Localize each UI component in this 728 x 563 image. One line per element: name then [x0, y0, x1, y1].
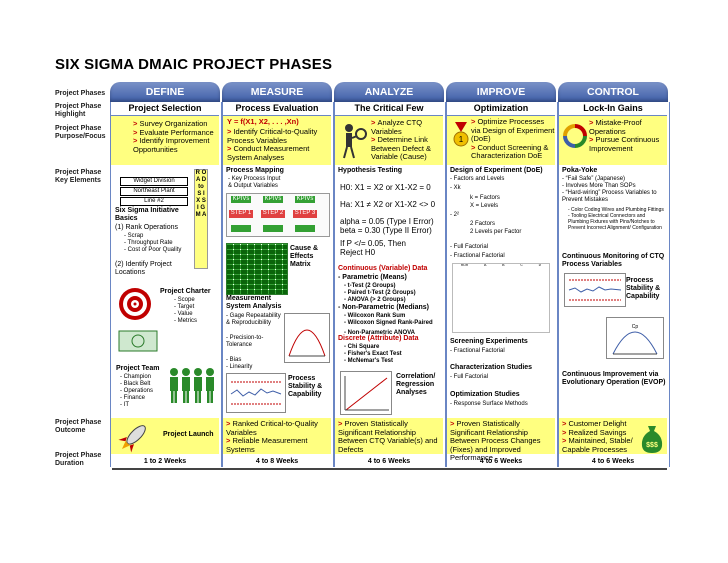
duration-arrow — [112, 468, 667, 470]
reject-rule: If P </= 0.05, Then Reject H0 — [340, 239, 406, 257]
identify-locations: (2) Identify Project Locations — [115, 261, 172, 276]
nonparametric-title: - Non-Parametric (Medians) — [338, 304, 430, 311]
characterization-item: - Full Factorial — [450, 374, 489, 380]
road-to-six-sigma — [194, 169, 208, 269]
row-label-outcome: Project Phase Outcome — [55, 419, 102, 434]
team-title: Project Team — [116, 365, 160, 372]
nonparametric-item: - Non-Parametric ANOVA — [344, 330, 416, 336]
purpose-improve — [447, 116, 555, 165]
target-icon — [118, 287, 152, 321]
outcome-control — [559, 418, 667, 454]
project-launch: Project Launch — [163, 431, 214, 438]
magnifier-person-icon — [339, 120, 369, 160]
poka-yoke-item: - “Hard-wiring” Process Variables to Prevent Mistakes — [562, 190, 657, 203]
svg-text:1: 1 — [458, 135, 464, 144]
mapping-item: & Output Variables — [228, 183, 278, 189]
kpiv-box: KPIVs — [232, 196, 250, 202]
phase-analyze: ANALYZE — [334, 82, 444, 102]
msa-title: Measurement System Analysis — [226, 295, 282, 310]
parametric-item: - t-Test (2 Groups) — [344, 283, 396, 289]
highlight-analyze: The Critical Few — [335, 102, 443, 116]
nonparametric-item: - Wilcoxon Signed Rank-Paired — [344, 320, 433, 326]
doe-table — [452, 263, 550, 333]
road-text: R O A D — [195, 170, 207, 183]
outcome-define — [111, 418, 219, 454]
cycle-arrows-icon — [563, 124, 587, 148]
team-people-icon — [168, 367, 216, 411]
charter-item: - Metrics — [174, 318, 197, 324]
doe-table-header-cell: Run — [460, 264, 469, 268]
doe-item: k = Factors — [470, 195, 500, 201]
mapping-item: - Key Process Input — [228, 176, 281, 182]
improve-key-elements — [448, 167, 554, 417]
row-label-purpose: Project Phase Purpose/Focus — [55, 125, 106, 140]
discrete-item: - Fisher's Exact Test — [344, 351, 402, 357]
poka-yoke-title: Poka-Yoke — [562, 167, 598, 174]
doe-table-header-cell: C — [520, 264, 523, 268]
msa-item: - Gage Repeatability & Reproducibility — [226, 313, 281, 326]
discrete-title: Discrete (Attribute) Data — [338, 335, 419, 342]
doe-table-header-cell: A — [483, 264, 487, 268]
purpose-define — [111, 116, 219, 165]
highlight-improve: Optimization — [447, 102, 555, 116]
outcome-item: > Realized Savings — [562, 427, 627, 437]
money-text: $$$ — [646, 442, 658, 449]
duration-define: 1 to 2 Weeks — [143, 458, 187, 465]
ci-title: Continuous Improvement via Evolutionary Operation (EVOP) — [562, 371, 666, 386]
duration-measure: 4 to 8 Weeks — [255, 458, 299, 465]
monitoring-title: Continuous Monitoring of CTQ Process Variables — [562, 253, 665, 268]
team-item: - Black Belt — [120, 381, 151, 387]
monitoring-control-chart — [564, 273, 626, 307]
rank-operations: (1) Rank Operations — [115, 224, 179, 231]
optimization-item: - Response Surface Methods — [450, 401, 528, 407]
phase-define: DEFINE — [110, 82, 220, 102]
medal-icon — [451, 122, 471, 152]
duration-analyze: 4 to 6 Weeks — [367, 458, 411, 465]
parametric-item: - ANOVA (> 2 Groups) — [344, 297, 406, 303]
outcome-item: > Customer Delight — [562, 419, 627, 428]
purpose-item: > Mistake-Proof Operations — [589, 118, 642, 136]
step-box: STEP 2 — [262, 210, 284, 216]
purpose-item: > Determine Link Between Defect & Variable (Cause) — [371, 135, 432, 161]
purpose-item: > Analyze CTQ Variables — [371, 118, 423, 136]
doe-item: - Full Factorial — [450, 244, 489, 250]
purpose-item: > Survey Organization — [133, 119, 208, 128]
outcome-item: > Ranked Critical-to-Quality Variables — [226, 419, 318, 437]
phase-control: CONTROL — [558, 82, 668, 102]
money-bill-icon — [118, 327, 158, 355]
purpose-item: > Conduct Measurement System Analyses — [227, 144, 310, 162]
doe-item: - 2² — [450, 212, 459, 218]
doe-item: 2 Levels per Factor — [470, 229, 522, 235]
measure-key-elements — [224, 167, 330, 417]
highlight-measure: Process Evaluation — [223, 102, 331, 116]
nonparametric-item: - Wilcoxon Rank Sum — [344, 313, 406, 319]
discrete-item: - McNemar's Test — [344, 358, 393, 364]
continuous-title: Continuous (Variable) Data — [338, 265, 428, 272]
parametric-title: - Parametric (Means) — [338, 274, 407, 281]
distribution-chart — [284, 313, 330, 363]
team-item: - Operations — [120, 388, 154, 394]
optimization-title: Optimization Studies — [450, 391, 520, 398]
phase-improve: IMPROVE — [446, 82, 556, 102]
characterization-title: Characterization Studies — [450, 364, 533, 371]
page-title: SIX SIGMA DMAIC PROJECT PHASES — [55, 56, 333, 73]
doe-title: Design of Experiment (DoE) — [450, 167, 543, 174]
msa-item: - Precision-to-Tolerance — [226, 335, 264, 348]
correlation-label: Correlation/ Regression Analyses — [396, 373, 436, 396]
purpose-item: > Identify Improvement Opportunities — [133, 136, 210, 154]
to-text: to — [198, 184, 204, 190]
analyze-key-elements — [336, 167, 442, 417]
capability-chart — [606, 317, 664, 359]
rank-item: - Throughput Rate — [124, 240, 173, 246]
hypothesis-title: Hypothesis Testing — [338, 167, 403, 174]
charter-item: - Scope — [174, 297, 195, 303]
row-label-duration: Project Phase Duration — [55, 452, 102, 467]
define-key-elements — [112, 167, 218, 417]
screening-title: Screening Experiments — [450, 338, 528, 345]
outcome-item: > Reliable Measurement Systems — [226, 436, 308, 454]
beta-text: beta = 0.30 (Type II Error) — [340, 226, 432, 235]
rank-item: - Scrap — [124, 233, 144, 239]
screening-item: - Fractional Factorial — [450, 348, 505, 354]
purpose-item: > Conduct Screening & Characterization DoE — [471, 142, 549, 160]
cp-label: Cp — [631, 324, 639, 330]
outcome-item: > Proven Statistically Significant Relationship Between Process Changes (Fixes) and Improved Performance — [450, 419, 541, 462]
alpha-text: alpha = 0.05 (Type I Error) — [340, 217, 434, 226]
sigma-text: S I X S I G M A — [195, 191, 207, 218]
kpov-box — [263, 225, 283, 232]
rocket-icon — [117, 420, 151, 454]
discrete-item: - Chi Square — [344, 344, 380, 350]
kpiv-box: KPIVs — [296, 196, 314, 202]
h0-text: H0: X1 = X2 or X1-X2 = 0 — [340, 183, 431, 192]
outcome-measure — [223, 418, 331, 454]
row-label-key: Project Phase Key Elements — [55, 169, 102, 184]
highlight-control: Lock-In Gains — [559, 102, 667, 116]
rank-item: - Cost of Poor Quality — [124, 247, 182, 253]
outcome-item: > Proven Statistically Significant Relationship Between CTQ Variable(s) and Defects — [338, 419, 438, 454]
poka-yoke-item: - “Fail Safe” (Japanese) — [562, 176, 626, 182]
cause-effects-label: Cause & Effects Matrix — [290, 245, 319, 268]
purpose-item: > Optimize Processes via Design of Experiment (DoE) — [471, 117, 555, 143]
purpose-item: > Pursue Continuous Improvement — [589, 135, 660, 153]
charter-item: - Target — [174, 304, 195, 310]
row-label-phases: Project Phases — [55, 90, 106, 97]
row-label-highlight: Project Phase Highlight — [55, 103, 102, 118]
phase-measure: MEASURE — [222, 82, 332, 102]
doe-item: - Xk — [450, 185, 461, 191]
stability-label: Process Stability & Capability — [626, 277, 661, 300]
duration-control: 4 to 6 Weeks — [591, 458, 635, 465]
cause-effects-matrix — [226, 243, 288, 295]
org-box: Northeast Plant — [120, 187, 188, 196]
parametric-item: - Paired t-Test (2 Groups) — [344, 290, 416, 296]
step-box: STEP 1 — [230, 210, 252, 216]
purpose-measure — [223, 116, 331, 165]
poka-yoke-subitem: - Tooling Electrical Connectors and Plumbing Fixtures with Pins/Notches to Prevent Incorrect Alignment/ Configuration — [568, 213, 662, 231]
outcome-item: > Maintained, Stable/ Capable Processes — [562, 436, 633, 454]
kpov-box — [231, 225, 251, 232]
org-box: Line #2 — [120, 197, 188, 206]
control-key-elements — [560, 167, 666, 417]
doe-item: X = Levels — [470, 203, 499, 209]
initiative-title: Six Sigma Initiative Basics — [115, 207, 179, 222]
purpose-control — [559, 116, 667, 165]
purpose-analyze — [335, 116, 443, 165]
charter-item: - Value — [174, 311, 193, 317]
purpose-item: > Identify Critical-to-Quality Process Variables — [227, 127, 318, 145]
step-box: STEP 3 — [294, 210, 316, 216]
poka-yoke-item: - Involves More Than SOPs — [562, 183, 636, 189]
msa-item: - Linearity — [226, 364, 253, 370]
purpose-item: > Evaluate Performance — [133, 127, 214, 137]
team-item: - IT — [120, 402, 129, 408]
ha-text: Ha: X1 ≠ X2 or X1-X2 <> 0 — [340, 200, 436, 209]
org-box: Widget Division — [120, 177, 188, 186]
kpov-box — [295, 225, 315, 232]
highlight-define: Project Selection — [111, 102, 219, 116]
kpiv-box: KPIVs — [264, 196, 282, 202]
stability-label: Process Stability & Capability — [288, 375, 323, 398]
outcome-analyze — [335, 418, 443, 454]
control-chart — [226, 373, 286, 413]
mapping-title: Process Mapping — [226, 167, 284, 174]
msa-item: - Bias — [226, 357, 242, 363]
team-item: - Finance — [120, 395, 146, 401]
team-item: - Champion — [120, 374, 152, 380]
money-bag-icon — [639, 422, 665, 454]
poka-yoke-subitem: - Color Coding Wires and Plumbing Fittings — [568, 207, 664, 213]
regression-chart — [340, 371, 392, 415]
process-map — [226, 193, 330, 237]
doe-table-header-cell: B — [502, 264, 505, 268]
doe-table-header-cell: D — [538, 264, 542, 268]
charter-title: Project Charter — [160, 288, 211, 295]
doe-item: 2 Factors — [470, 221, 496, 227]
doe-table-header — [453, 264, 549, 268]
duration-improve: 4 to 6 Weeks — [479, 458, 523, 465]
doe-item: - Fractional Factorial — [450, 253, 505, 259]
formula-text: Y = f(X1, X2, . . . ,Xn) — [227, 117, 299, 126]
doe-item: - Factors and Levels — [450, 176, 505, 182]
